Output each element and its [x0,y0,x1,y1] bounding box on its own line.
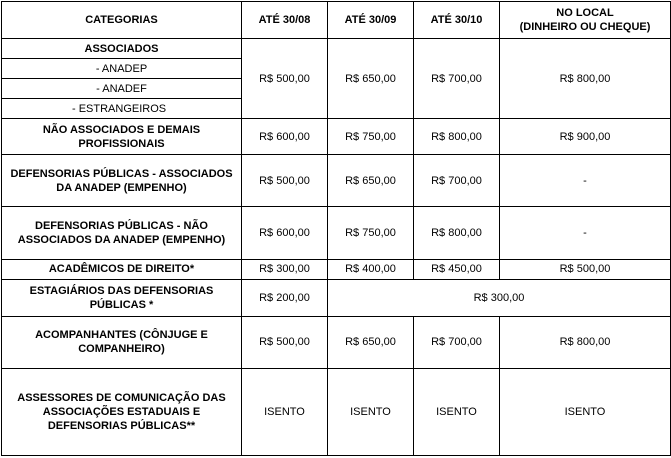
table-row [2,368,671,455]
header-ate-30-08: ATÉ 30/08 [242,2,328,39]
value-cell: ISENTO [242,368,328,455]
value-cell: R$ 200,00 [242,279,328,316]
category-academicos: ACADÊMICOS DE DIREITO* [2,259,242,279]
value-cell: R$ 700,00 [414,155,500,207]
value-cell: R$ 400,00 [328,259,414,279]
value-cell: R$ 500,00 [242,316,328,368]
value-cell: R$ 450,00 [414,259,500,279]
value-cell: R$ 300,00 [242,259,328,279]
value-cell: R$ 900,00 [500,119,671,155]
value-cell: R$ 500,00 [242,39,328,119]
table-row [2,279,671,316]
value-cell: R$ 500,00 [242,155,328,207]
category-associados: ASSOCIADOS [2,39,242,59]
value-cell: R$ 800,00 [414,119,500,155]
subcategory-anadep: - ANADEP [2,59,242,79]
value-cell: R$ 750,00 [328,119,414,155]
table-row [2,155,671,207]
value-cell: R$ 800,00 [414,207,500,259]
category-acompanhantes: ACOMPANHANTES (CÔNJUGE E COMPANHEIRO) [2,316,242,368]
header-row [2,2,671,39]
table-row [2,316,671,368]
table-row [2,119,671,155]
table-row [2,207,671,259]
value-cell: ISENTO [414,368,500,455]
category-defensorias-nao-associados: DEFENSORIAS PÚBLICAS - NÃO ASSOCIADOS DA ANADEP (EMPENHO) [2,207,242,259]
value-cell: ISENTO [500,368,671,455]
subcategory-estrangeiros: - ESTRANGEIROS [2,99,242,119]
header-no-local-line2: (DINHEIRO OU CHEQUE) [519,21,651,34]
value-cell: R$ 600,00 [242,207,328,259]
fees-table [1,1,671,456]
category-nao-associados: NÃO ASSOCIADOS E DEMAIS PROFISSIONAIS [2,119,242,155]
value-cell: R$ 650,00 [328,155,414,207]
value-cell: R$ 800,00 [500,39,671,119]
value-cell: ISENTO [328,368,414,455]
value-cell: R$ 800,00 [500,316,671,368]
category-defensorias-associados: DEFENSORIAS PÚBLICAS - ASSOCIADOS DA ANADEP (EMPENHO) [2,155,242,207]
table-row [2,259,671,279]
header-ate-30-09: ATÉ 30/09 [328,2,414,39]
subcategory-anadef: - ANADEF [2,79,242,99]
value-cell: R$ 650,00 [328,316,414,368]
header-categorias: CATEGORIAS [2,2,242,39]
value-cell: R$ 750,00 [328,207,414,259]
value-cell: - [500,207,671,259]
value-cell: R$ 700,00 [414,39,500,119]
table-row [2,39,671,59]
value-cell: - [500,155,671,207]
category-estagiarios: ESTAGIÁRIOS DAS DEFENSORIAS PÚBLICAS * [2,279,242,316]
value-cell: R$ 500,00 [500,259,671,279]
category-assessores: ASSESSORES DE COMUNICAÇÃO DAS ASSOCIAÇÕES ESTADUAIS E DEFENSORIAS PÚBLICAS** [2,368,242,455]
header-no-local-line1: NO LOCAL [556,7,614,20]
value-cell: R$ 600,00 [242,119,328,155]
value-cell: R$ 650,00 [328,39,414,119]
header-ate-30-10: ATÉ 30/10 [414,2,500,39]
value-cell: R$ 700,00 [414,316,500,368]
value-cell-merged: R$ 300,00 [328,279,671,316]
header-no-local [500,2,671,39]
